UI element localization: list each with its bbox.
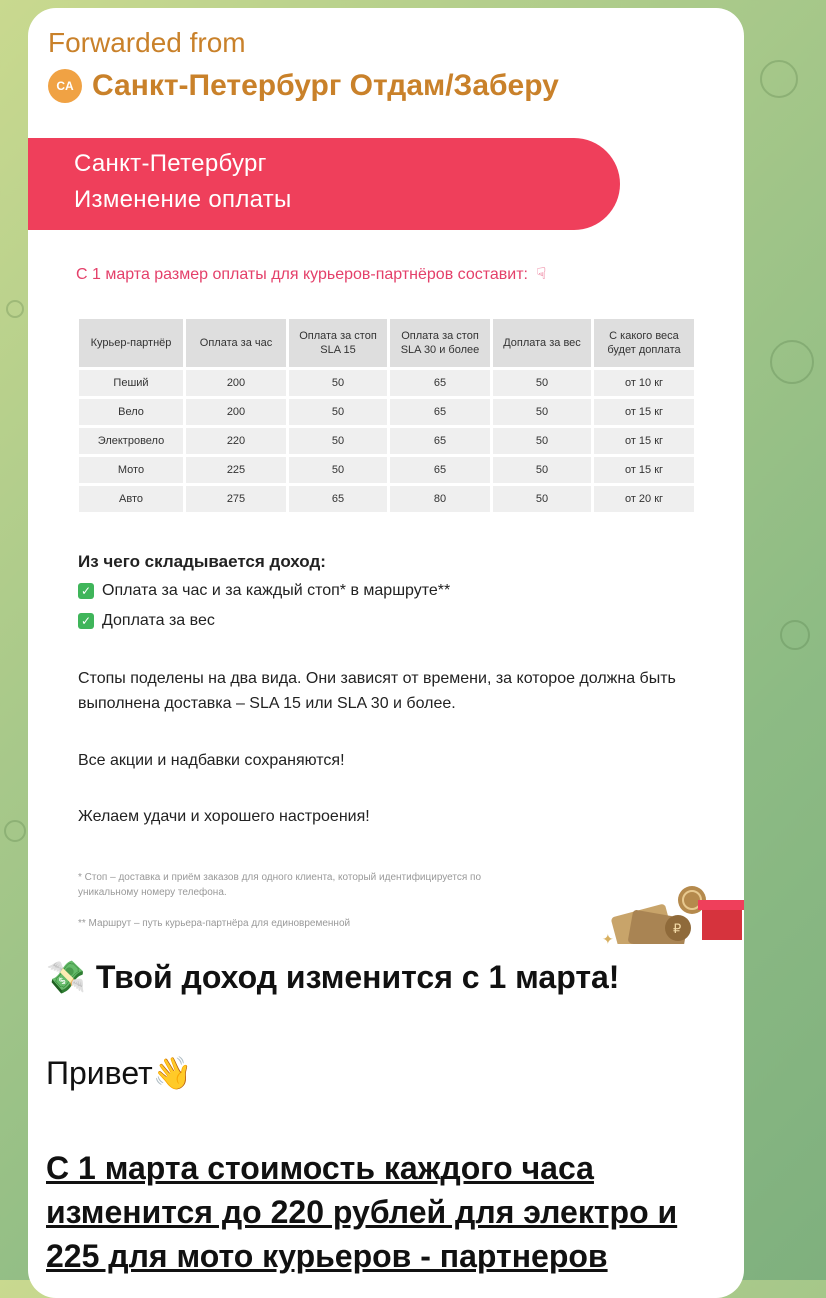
background-doodle	[4, 820, 26, 842]
table-cell: 65	[390, 370, 490, 396]
channel-avatar[interactable]: CA	[48, 69, 82, 103]
income-item-label: Доплата за вес	[102, 612, 215, 629]
background-doodle	[760, 60, 798, 98]
table-cell: 65	[390, 428, 490, 454]
table-cell: 50	[493, 486, 591, 512]
table-cell: 50	[493, 370, 591, 396]
background-doodle	[6, 300, 24, 318]
table-row	[79, 457, 694, 483]
table-row	[79, 428, 694, 454]
table-row	[79, 486, 694, 512]
stops-paragraph: Стопы поделены на два вида. Они зависят от времени, за которое должна быть выполнена доставка – SLA 15 или SLA 30 и более.	[78, 670, 676, 712]
table-cell: 80	[390, 486, 490, 512]
table-cell: 200	[186, 399, 286, 425]
table-cell: 200	[186, 370, 286, 396]
post-headline-text: Твой доход изменится с 1 марта!	[95, 958, 620, 995]
pointing-hand-icon: ☟	[536, 266, 547, 283]
table-cell: Вело	[79, 399, 183, 425]
table-cell: от 10 кг	[594, 370, 694, 396]
table-cell: 50	[289, 428, 387, 454]
svg-text:✦: ✦	[602, 931, 614, 947]
image-banner	[28, 138, 620, 230]
table-cell: 50	[289, 457, 387, 483]
table-header-row	[79, 319, 694, 367]
table-cell: Пеший	[79, 370, 183, 396]
background-doodle	[780, 620, 810, 650]
table-cell: Мото	[79, 457, 183, 483]
checkbox-checked-icon: ✓	[78, 613, 94, 629]
post-body: С 1 марта стоимость каждого часа изменится до 220 рублей для электро и 225 для мото курьеров - партнеров	[46, 1150, 678, 1274]
table-cell: 50	[493, 428, 591, 454]
table-cell: Электровело	[79, 428, 183, 454]
forwarded-channel[interactable]	[48, 64, 559, 108]
post-greeting	[46, 1054, 736, 1092]
table-cell: 65	[390, 457, 490, 483]
table-cell: Авто	[79, 486, 183, 512]
message-bubble[interactable]	[28, 8, 744, 1298]
table-cell: 275	[186, 486, 286, 512]
intro-text: С 1 марта размер оплаты для курьеров-партнёров составит:	[76, 266, 528, 283]
table-cell: от 15 кг	[594, 457, 694, 483]
income-title: Из чего складывается доход:	[78, 552, 326, 571]
table-cell: 50	[493, 457, 591, 483]
attached-image[interactable]	[28, 124, 744, 947]
image-intro	[76, 264, 546, 284]
table-header-cell: Оплата за час	[186, 319, 286, 367]
table-header-cell: Оплата за стоп SLA 15	[289, 319, 387, 367]
table-header-cell: Оплата за стоп SLA 30 и более	[390, 319, 490, 367]
table-cell: 65	[390, 399, 490, 425]
post-headline	[46, 958, 736, 996]
money-wings-icon: 💸	[46, 959, 86, 995]
income-item	[78, 582, 450, 600]
banner-city: Санкт-Петербург	[74, 150, 267, 177]
wishes-paragraph: Желаем удачи и хорошего настроения!	[78, 808, 370, 825]
table-header-cell: С какого веса будет доплата	[594, 319, 694, 367]
table-cell: от 15 кг	[594, 399, 694, 425]
table-cell: 65	[289, 486, 387, 512]
background-doodle	[770, 340, 814, 384]
forwarded-label: Forwarded from	[48, 27, 246, 58]
money-illustration-icon	[594, 870, 744, 947]
promo-paragraph: Все акции и надбавки сохраняются!	[78, 752, 345, 769]
table-cell: от 15 кг	[594, 428, 694, 454]
table-cell: от 20 кг	[594, 486, 694, 512]
table-cell: 50	[493, 399, 591, 425]
table-row	[79, 399, 694, 425]
income-item	[78, 612, 215, 630]
payment-table	[76, 316, 697, 515]
income-item-label: Оплата за час и за каждый стоп* в маршруте**	[102, 582, 451, 599]
footnote: ** Маршрут – путь курьера-партнёра для единовременной	[78, 918, 351, 929]
post-greeting-text: Привет	[46, 1054, 153, 1091]
channel-name[interactable]: Санкт-Петербург Отдам/Заберу	[92, 69, 559, 102]
table-cell: 50	[289, 399, 387, 425]
table-row	[79, 370, 694, 396]
table-header-cell: Доплата за вес	[493, 319, 591, 367]
table-cell: 50	[289, 370, 387, 396]
table-cell: 220	[186, 428, 286, 454]
svg-text:₽: ₽	[673, 921, 682, 936]
post-text	[46, 958, 736, 1278]
banner-title: Изменение оплаты	[74, 186, 292, 213]
waving-hand-icon: 👋	[152, 1055, 193, 1091]
table-cell: 225	[186, 457, 286, 483]
table-header-cell: Курьер-партнёр	[79, 319, 183, 367]
checkbox-checked-icon: ✓	[78, 583, 94, 599]
footnote: * Стоп – доставка и приём заказов для одного клиента, который идентифицируется по уникальному номеру телефона.	[78, 872, 482, 898]
